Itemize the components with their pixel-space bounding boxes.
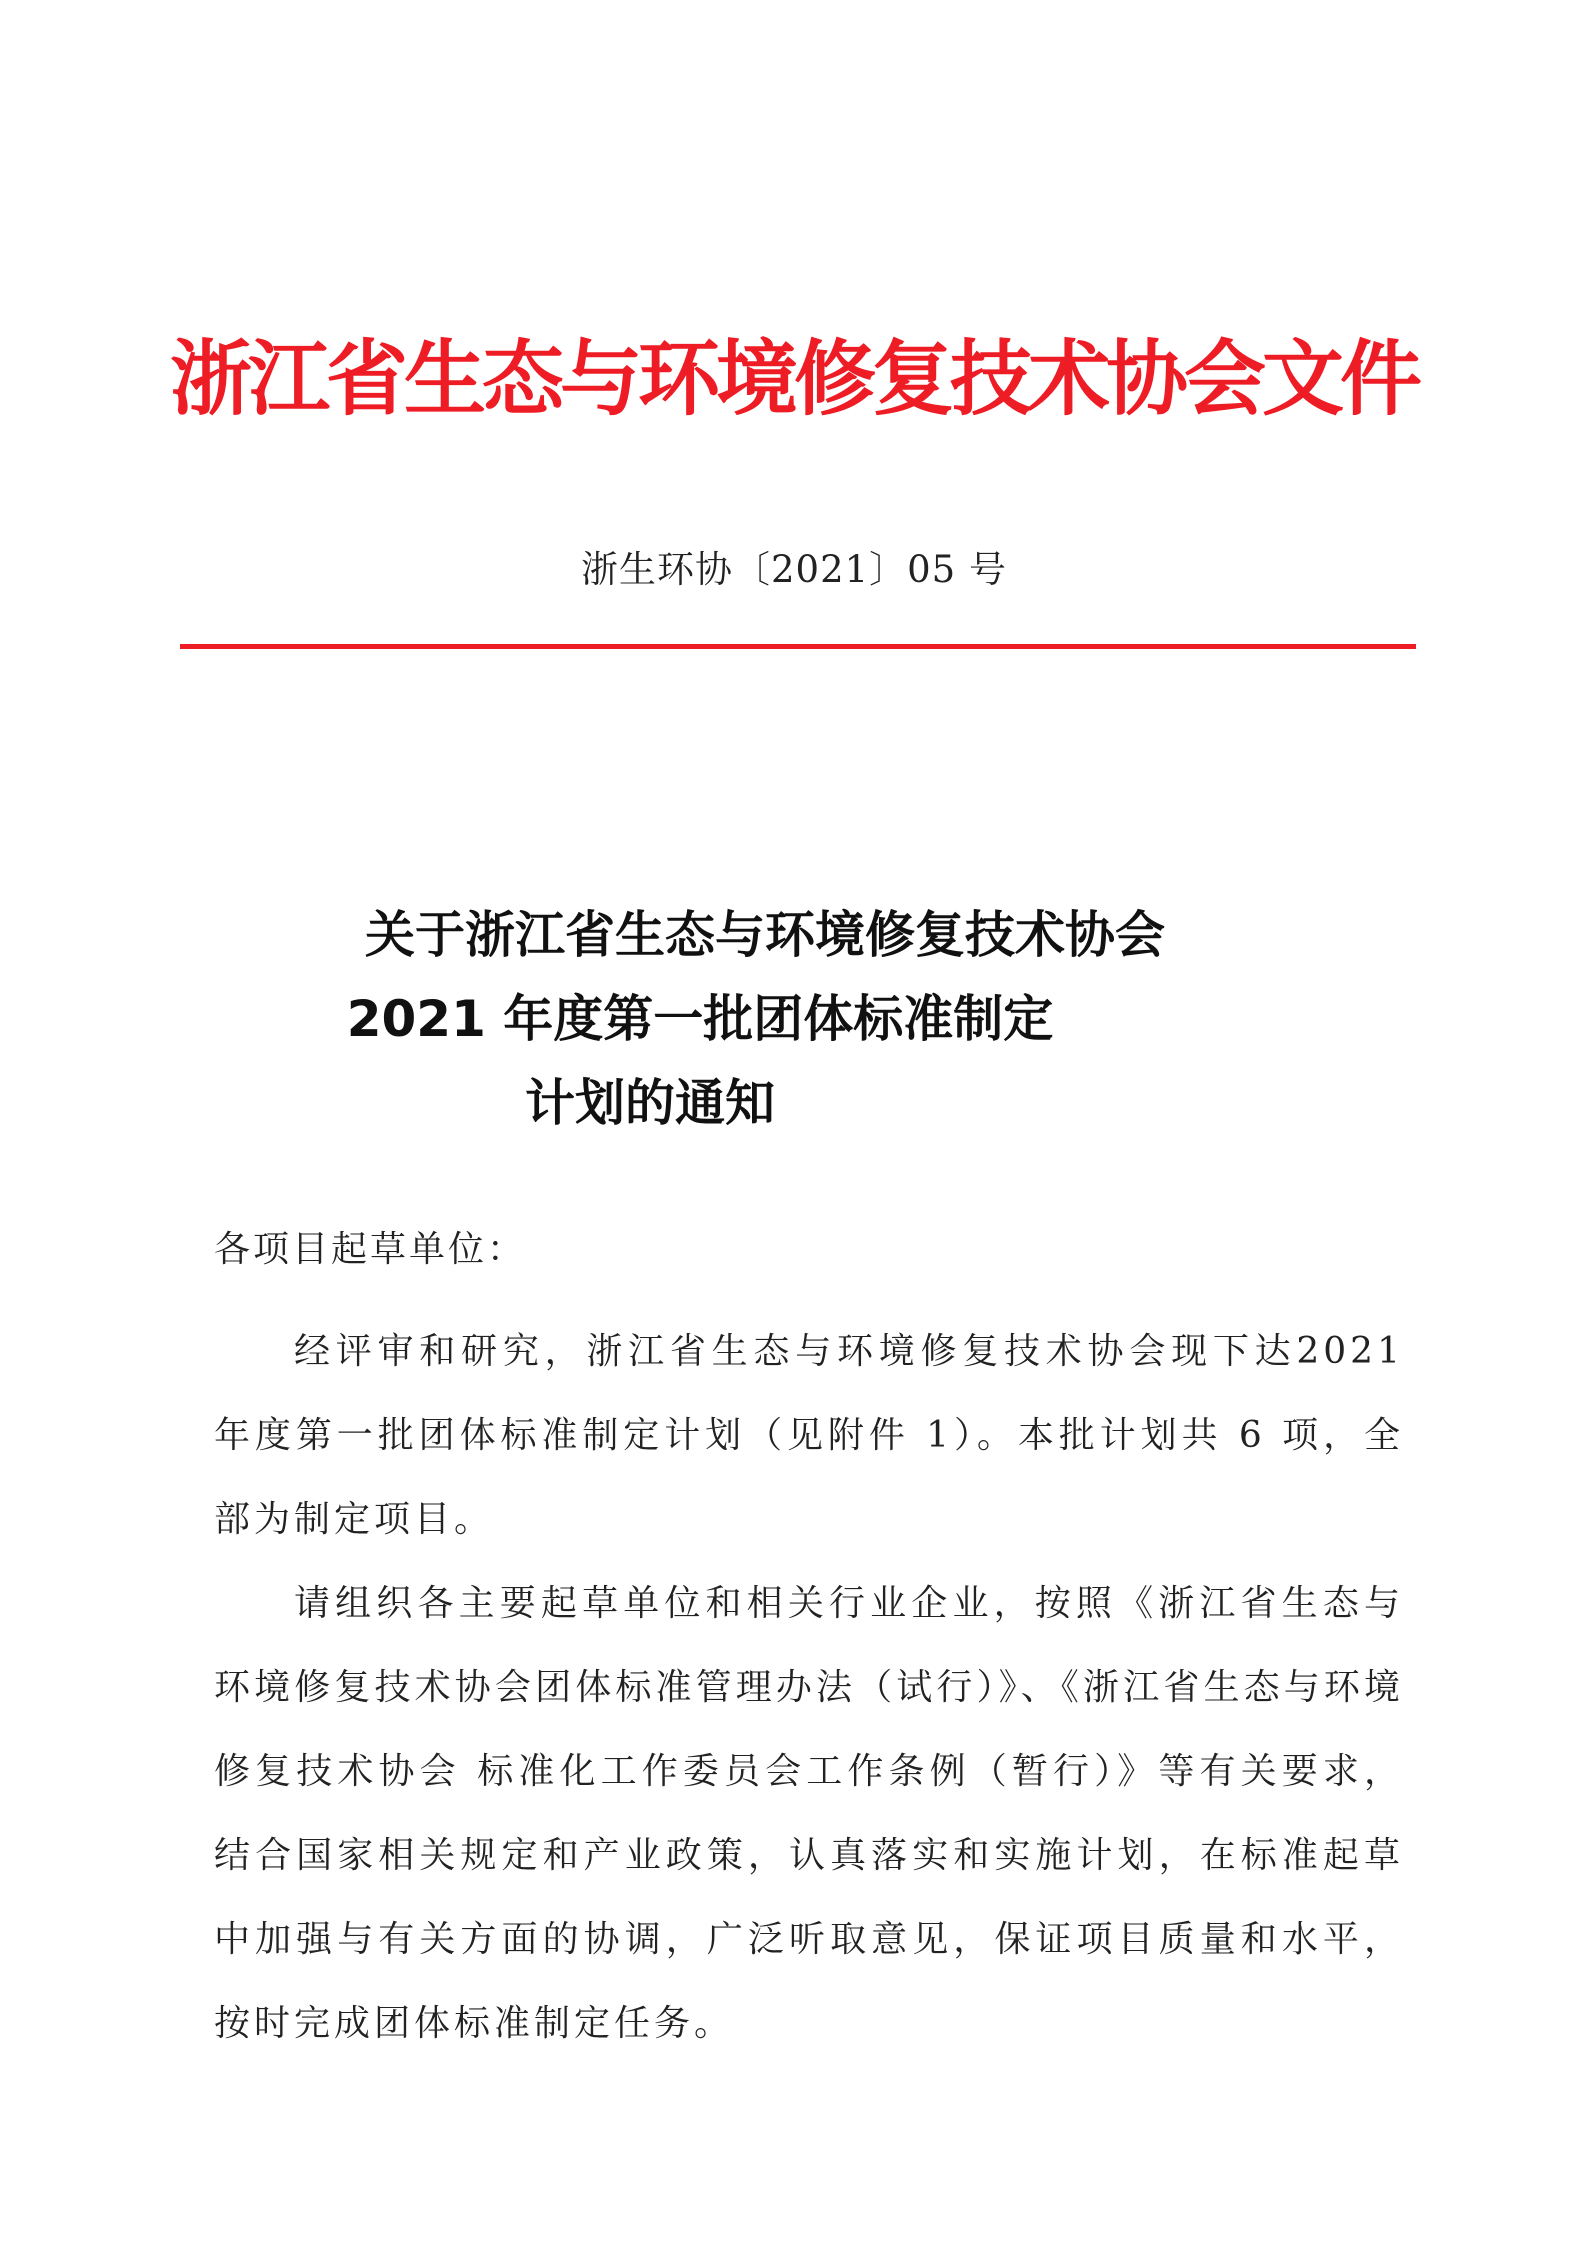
body-paragraph-2: 请组织各主要起草单位和相关行业企业，按照《浙江省生态与环境修复技术协会团体标准管理办法（试行）》、《浙江省生态与环境修复技术协会 标准化工作委员会工作条例（暂行）》等有关要求，结合国家相关规定和产业政策，认真落实和实施计划，在标准起草中加强与有关方面的协调，广泛听取意见，保证项目质量和水平，按时完成团体标准制定任务。 [214,1583,1404,2044]
salutation: 各项目起草单位： [214,1229,527,1270]
issuer-masthead-title: 浙江省生态与环境修复技术协会文件 [170,332,1419,427]
notice-title-line-2: 2021 年度第一批团体标准制定 [346,990,1054,1048]
body-paragraph-1: 经评审和研究，浙江省生态与环境修复技术协会现下达2021 年度第一批团体标准制定计划（见附件 1）。本批计划共 6 项，全部为制定项目。 [214,1331,1404,1540]
notice-title-line-3: 计划的通知 [525,1074,775,1132]
red-divider-line [180,644,1416,649]
notice-title [140,893,1390,1145]
notice-body [214,1310,1404,2066]
document-number: 浙生环协〔2021〕05 号 [580,548,1007,591]
notice-title-line-1: 关于浙江省生态与环境修复技术协会 [365,906,1165,964]
